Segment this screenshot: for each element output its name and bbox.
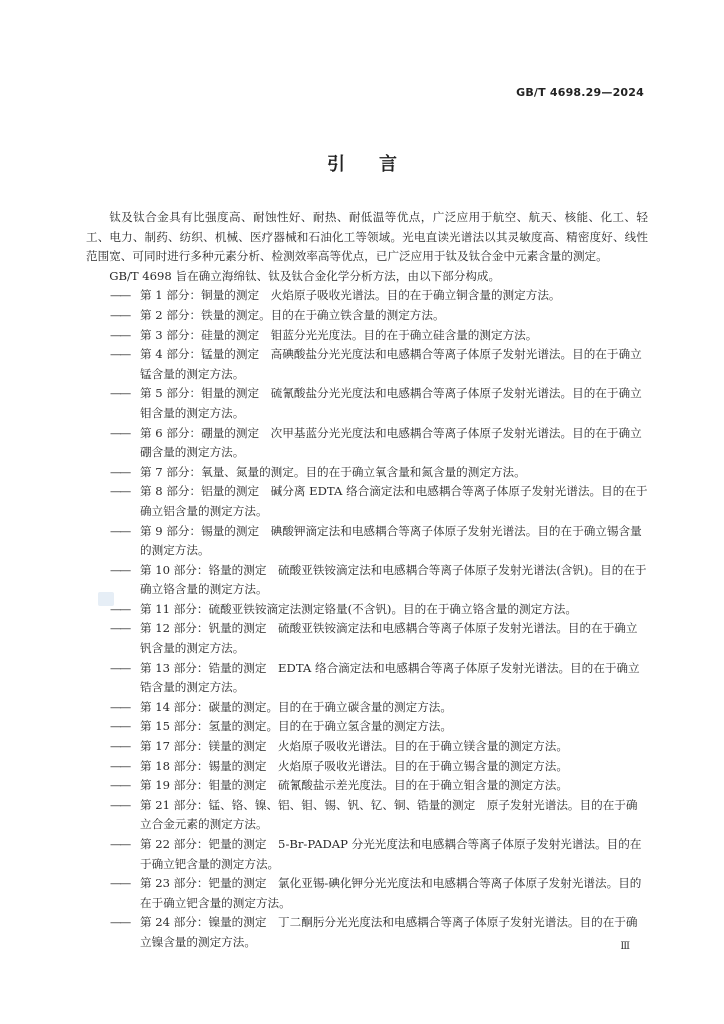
list-dash: —— xyxy=(110,739,130,754)
part-text: 第 15 部分：氢量的测定。目的在于确立氢含量的测定方法。 xyxy=(140,719,452,734)
part-item xyxy=(86,522,648,561)
intro-paragraph: 钛及钛合金具有比强度高、耐蚀性好、耐热、耐低温等优点，广泛应用于航空、航天、核能、化工、轻工、电力、制药、纺织、机械、医疗器械和石油化工等领域。光电直读光谱法以其灵敏度高、精密度好、线性范围宽、可同时进行多种元素分析、检测效率高等优点，已广泛应用于钛及钛合金中元素含量的测定。 xyxy=(86,210,648,264)
part-item xyxy=(86,286,648,306)
list-dash: —— xyxy=(110,778,130,793)
intro-structure-paragraph: GB/T 4698 旨在确立海绵钛、钛及钛合金化学分析方法，由以下部分构成。 xyxy=(109,268,501,283)
page-number: Ⅲ xyxy=(620,941,630,952)
part-item xyxy=(86,482,648,521)
part-item xyxy=(86,384,648,423)
part-text: 第 7 部分：氧量、氮量的测定。目的在于确立氧含量和氮含量的测定方法。 xyxy=(140,464,526,479)
page-title: 引言 xyxy=(327,154,431,175)
part-item xyxy=(86,345,648,384)
list-dash: —— xyxy=(110,837,130,851)
part-item xyxy=(86,737,648,757)
part-text: 第 11 部分：硫酸亚铁铵滴定法测定铬量(不含钒)。目的在于确立铬含量的测定方法。 xyxy=(140,601,577,616)
list-dash: —— xyxy=(110,876,130,891)
list-dash: —— xyxy=(110,797,130,812)
list-dash: —— xyxy=(110,699,130,714)
part-text: 第 2 部分：铁量的测定。目的在于确立铁含量的测定方法。 xyxy=(140,307,445,322)
part-text: 第 12 部分：钒量的测定 硫酸亚铁铵滴定法和电感耦合等离子体原子发射光谱法。目的在于确立钒含量的测定方法。 xyxy=(140,621,638,656)
part-item xyxy=(86,698,648,718)
part-text: 第 14 部分：碳量的测定。目的在于确立碳含量的测定方法。 xyxy=(140,699,452,714)
part-text: 第 9 部分：锡量的测定 碘酸钾滴定法和电感耦合等离子体原子发射光谱法。目的在于确立锡含量的测定方法。 xyxy=(140,523,642,558)
parts-list xyxy=(86,286,648,952)
part-item xyxy=(86,326,648,346)
part-item xyxy=(86,913,648,952)
part-text: 第 5 部分：钼量的测定 硫氰酸盐分光光度法和电感耦合等离子体原子发射光谱法。目的在于确立钼含量的测定方法。 xyxy=(140,386,642,420)
list-dash: —— xyxy=(110,386,130,401)
part-item xyxy=(86,796,648,835)
part-item xyxy=(86,619,648,658)
list-dash: —— xyxy=(110,660,130,675)
list-dash: —— xyxy=(110,719,130,734)
part-item xyxy=(86,659,648,698)
part-item xyxy=(86,463,648,483)
list-dash: —— xyxy=(110,621,130,636)
part-item xyxy=(86,776,648,796)
part-item xyxy=(86,874,648,913)
list-dash: —— xyxy=(110,464,130,479)
list-dash: —— xyxy=(110,484,130,499)
part-text: 第 19 部分：钼量的测定 硫氰酸盐示差光度法。目的在于确立钼含量的测定方法。 xyxy=(140,778,568,793)
part-item xyxy=(86,424,648,463)
list-dash: —— xyxy=(110,288,130,303)
list-dash: —— xyxy=(110,601,130,616)
standard-number: GB/T 4698.29—2024 xyxy=(516,86,644,99)
list-dash: —— xyxy=(110,327,130,342)
list-dash: —— xyxy=(110,915,130,930)
part-text: 第 23 部分：钯量的测定 氯化亚锡-碘化钾分光光度法和电感耦合等离子体原子发射光谱法。目的在于确立钯含量的测定方法。 xyxy=(140,876,642,910)
list-dash: —— xyxy=(110,758,130,773)
part-item xyxy=(86,561,648,600)
part-text: 第 24 部分：镍量的测定 丁二酮肟分光光度法和电感耦合等离子体原子发射光谱法。目的在于确立镍含量的测定方法。 xyxy=(140,915,638,949)
part-text: 第 8 部分：铝量的测定 碱分离 EDTA 络合滴定法和电感耦合等离子体原子发射光谱法。目的在于确立铝含量的测定方法。 xyxy=(140,484,648,518)
part-text: 第 3 部分：硅量的测定 钼蓝分光光度法。目的在于确立硅含量的测定方法。 xyxy=(140,327,538,342)
list-dash: —— xyxy=(110,425,130,440)
part-text: 第 22 部分：钯量的测定 5-Br-PADAP 分光光度法和电感耦合等离子体原子发射光谱法。目的在于确立钯含量的测定方法。 xyxy=(140,837,642,871)
part-text: 第 10 部分：铬量的测定 硫酸亚铁铵滴定法和电感耦合等离子体原子发射光谱法(含钒)。目的在于确立铬含量的测定方法。 xyxy=(140,562,647,597)
document-body xyxy=(86,208,648,953)
part-text: 第 4 部分：锰量的测定 高碘酸盐分光光度法和电感耦合等离子体原子发射光谱法。目的在于确立锰含量的测定方法。 xyxy=(140,347,642,381)
list-dash: —— xyxy=(110,347,130,362)
part-item xyxy=(86,835,648,874)
part-text: 第 18 部分：锡量的测定 火焰原子吸收光谱法。目的在于确立锡含量的测定方法。 xyxy=(140,758,568,773)
part-item xyxy=(86,600,648,620)
list-dash: —— xyxy=(110,307,130,322)
part-item xyxy=(86,757,648,777)
part-item xyxy=(86,717,648,737)
part-text: 第 6 部分：硼量的测定 次甲基蓝分光光度法和电感耦合等离子体原子发射光谱法。目的在于确立硼含量的测定方法。 xyxy=(140,425,642,460)
part-text: 第 17 部分：镁量的测定 火焰原子吸收光谱法。目的在于确立镁含量的测定方法。 xyxy=(140,739,568,754)
part-text: 第 1 部分：铜量的测定 火焰原子吸收光谱法。目的在于确立铜含量的测定方法。 xyxy=(140,288,561,303)
part-text: 第 21 部分：锰、铬、镍、铝、钼、锡、钒、钇、铜、锆量的测定 原子发射光谱法。目的在于确立合金元素的测定方法。 xyxy=(140,797,638,832)
part-text: 第 13 部分：锆量的测定 EDTA 络合滴定法和电感耦合等离子体原子发射光谱法。目的在于确立锆含量的测定方法。 xyxy=(140,660,640,695)
list-dash: —— xyxy=(110,562,130,577)
list-dash: —— xyxy=(110,523,130,538)
part-item xyxy=(86,306,648,326)
